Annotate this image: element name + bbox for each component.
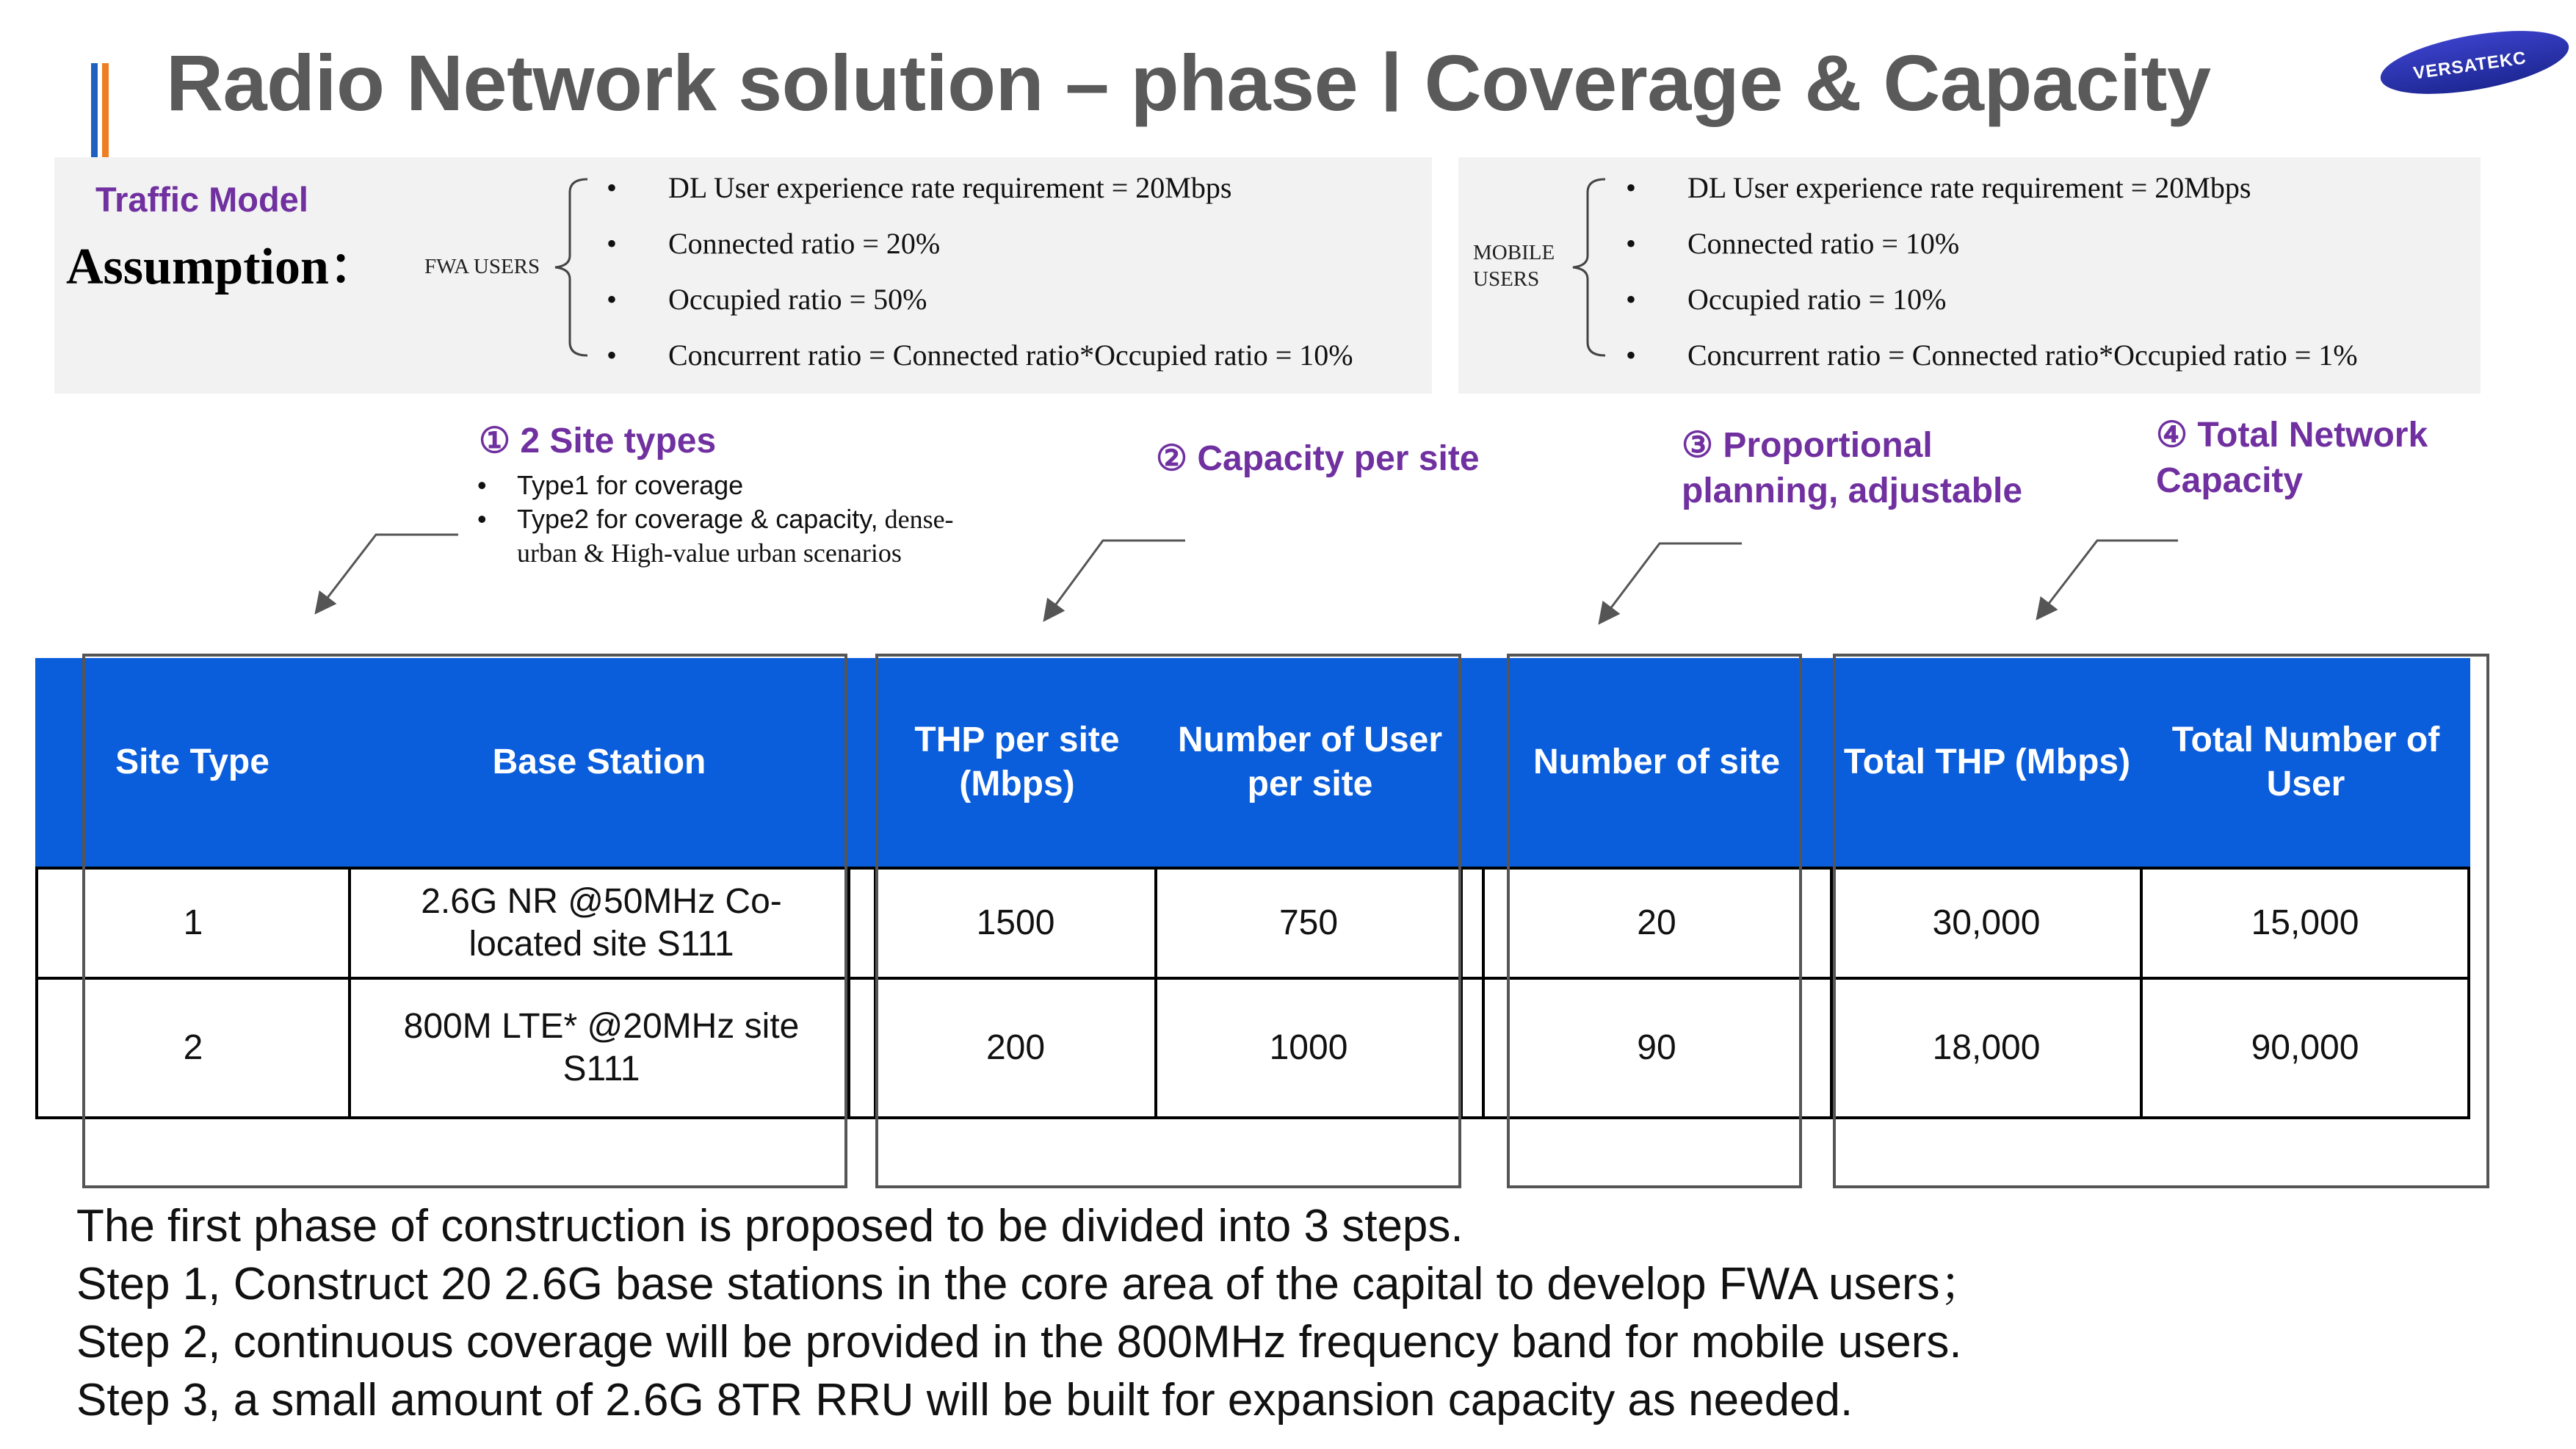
row1-base-station: 2.6G NR @50MHz Co-located site S111 [421,882,782,964]
header-users-per-site: Number of User per site [1177,720,1443,803]
row2-site-type: 2 [183,1028,203,1067]
row1-thp-per-site: 1500 [976,903,1055,942]
list-item: • DL User experience rate requirement = 20Mbps [1626,160,2358,216]
row1-total-users: 15,000 [2251,903,2359,942]
bullet-icon: • [607,227,618,260]
row1-users-per-site: 750 [1278,903,1339,942]
header-total-users: Total Number of User [2171,720,2440,803]
list-item: • Concurrent ratio = Connected ratio*Occupied ratio = 10% [607,328,1353,383]
header-site-type: Site Type [115,742,269,781]
fwa-users-brace [555,179,587,355]
bullet-icon: • [477,504,487,534]
arrow-to-capacity-per-site [1046,541,1185,618]
phase-description-line: Step 2, continuous coverage will be provided in the 800MHz frequency band for mobile users. [76,1317,1962,1367]
logo-text: VERSATEKC [2412,48,2528,84]
callout-site-types-title: ① 2 Site types [479,422,717,460]
row2-users-per-site: 1000 [1269,1028,1348,1067]
list-item: • Occupied ratio = 50% [607,272,1353,328]
row2-total-users: 90,000 [2251,1028,2359,1067]
slide-title: Radio Network solution – phase Ⅰ Coverage & Capacity [166,38,2211,127]
list-item: • Connected ratio = 10% [1626,216,2358,272]
bullet-icon: • [477,470,487,500]
table-column-divider [1482,867,1485,1119]
list-item: • Type2 for coverage & capacity, dense- urban & High-value urban scenarios [477,504,954,568]
arrow-to-number-of-site [1601,543,1742,621]
bullet-icon: • [1626,339,1637,372]
list-item: • Type1 for coverage [477,469,954,502]
list-item: • Concurrent ratio = Connected ratio*Occupied ratio = 1% [1626,328,2358,383]
mobile-users-label-line1: MOBILE [1473,241,1555,264]
assumption-label: Assumption： [66,239,380,295]
row2-number-of-site: 90 [1637,1028,1676,1067]
row2-total-thp: 18,000 [1932,1028,2041,1067]
bullet-icon: • [607,339,618,372]
row1-site-type: 1 [183,903,203,942]
header-total-thp: Total THP (Mbps) [1843,742,2131,781]
header-number-of-site: Number of site [1533,742,1781,781]
row2-base-station: 800M LTE* @20MHz site S111 [403,1007,800,1088]
callout-total-network-capacity-title: ④ Total Network Capacity [2156,416,2428,500]
list-item: • Connected ratio = 20% [607,216,1353,272]
row2-thp-per-site: 200 [985,1028,1046,1067]
bullet-icon: • [1626,283,1637,316]
header-base-station: Base Station [492,742,706,781]
callout-capacity-per-site-title: ② Capacity per site [1156,439,1480,478]
phase-description-line: Step 3, a small amount of 2.6G 8TR RRU will be built for expansion capacity as needed. [76,1375,1853,1425]
bullet-icon: • [1626,227,1637,260]
list-item: • DL User experience rate requirement = 20Mbps [607,160,1353,216]
phase-description-line: The first phase of construction is proposed to be divided into 3 steps. [76,1201,1464,1251]
callout-proportional-planning-title: ③ Proportional planning, adjustable [1682,426,2023,510]
fwa-users-label: FWA USERS [424,255,540,278]
traffic-model-label: Traffic Model [95,180,308,219]
total-capacity-group-frame [1833,654,2489,1188]
number-of-site-group-frame [1507,654,1802,1188]
arrow-to-site-types [317,535,458,611]
row1-number-of-site: 20 [1637,903,1676,942]
list-item: • Occupied ratio = 10% [1626,272,2358,328]
mobile-users-brace [1573,179,1605,355]
arrow-to-total-capacity [2038,541,2178,617]
row1-total-thp: 30,000 [1932,903,2041,942]
header-thp-per-site: THP per site (Mbps) [914,720,1120,803]
mobile-users-label-line2: USERS [1473,267,1540,291]
bullet-icon: • [607,283,618,316]
phase-description [76,1197,1986,1429]
capacity-per-site-group-frame [875,654,1461,1188]
table-column-divider [847,867,850,1119]
bullet-icon: • [1626,171,1637,204]
bullet-icon: • [607,171,618,204]
phase-description-line: Step 1, Construct 20 2.6G base stations in the core area of the capital to develop FWA users； [76,1259,1986,1309]
site-types-group-frame [82,654,847,1188]
